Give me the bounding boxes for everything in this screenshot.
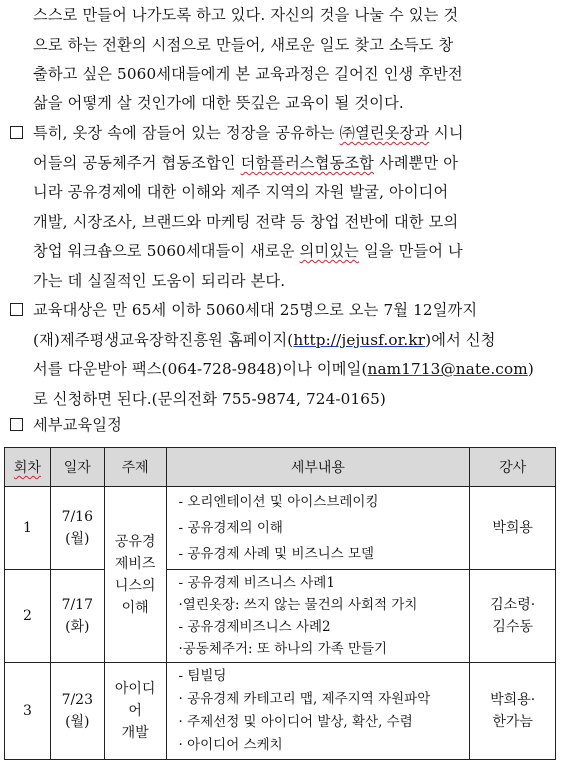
session-date (50, 570, 104, 663)
session-details (166, 487, 470, 570)
session-number: 2 (5, 570, 51, 663)
topic-text: 니스의 (114, 577, 156, 594)
weekday-text: (화) (65, 619, 90, 635)
bullet-line: 개발, 시장조사, 브랜드와 마케팅 전략 등 창업 전반에 대한 모의 (33, 213, 459, 231)
instructor-cell (470, 570, 556, 663)
text-span: 시니 (429, 124, 464, 142)
session-date (50, 663, 104, 760)
text-span: 창업 워크숍으로 5060세대들이 새로운 (33, 242, 300, 260)
topic-text: 이해 (121, 599, 149, 616)
checkbox-square-icon (10, 126, 23, 139)
topic-text: 개발 (121, 725, 149, 741)
bullet-line (33, 358, 534, 379)
session-details (166, 663, 470, 760)
detail-item: ·공동체주거: 또 하나의 가족 만들기 (178, 641, 388, 657)
spell-flagged-word: 의미있는 (299, 242, 359, 260)
instructor-cell (470, 487, 556, 570)
detail-item: - 공유경제비즈니스 사례2 (178, 619, 331, 635)
bullet-line: 가는 데 실질적인 도움이 되리라 본다. (33, 272, 286, 290)
detail-item: - 공유경제 사례 및 비즈니스 모델 (178, 546, 375, 562)
org-name: ㈜열린옷장과 (339, 124, 430, 142)
heading-text: 세부교육일정 (33, 416, 122, 434)
detail-item: - 팀빌딩 (178, 668, 227, 684)
weekday-text: (월) (65, 531, 90, 547)
instructor-cell (470, 663, 556, 760)
detail-item: - 오리엔테이션 및 아이스브레이킹 (178, 494, 379, 510)
instructor-name: 박희용 (492, 520, 533, 536)
table-header-row (5, 448, 556, 487)
bullet-line (33, 152, 458, 173)
bullet-line (33, 329, 496, 350)
bullet-paragraph-1 (10, 122, 464, 143)
date-text: 7/16 (61, 509, 94, 525)
instructor-name: 김소령· (490, 597, 536, 613)
instructor-name: 김수동 (492, 619, 533, 635)
text-span: 어들의 공동체주거 협동조합인 (33, 154, 241, 172)
table-row (5, 487, 556, 570)
paragraph-line: 삶을 어떻게 살 것인가에 대한 뜻깊은 교육이 될 것이다. (33, 94, 404, 112)
bullet-line (33, 240, 463, 261)
topic-text: 아이디 (114, 681, 156, 697)
detail-item: · 아이디어 스케치 (178, 737, 283, 753)
header-cell: 주제 (104, 448, 166, 487)
text-span: 일을 만들어 나 (358, 242, 463, 260)
detail-item: - 공유경제 비즈니스 사례1 (178, 575, 335, 591)
session-date (50, 487, 104, 570)
text-span: 서를 다운받아 팩스(064-728-9848)이나 이메일( (33, 360, 368, 378)
header-cell: 일자 (50, 448, 104, 487)
detail-item: - 공유경제의 이해 (178, 520, 283, 536)
header-text: 회차 (13, 460, 41, 476)
text-span: ) (527, 360, 534, 378)
topic-cell (104, 487, 166, 663)
text-span: 사례뿐만 아 (374, 154, 459, 172)
text-span: 특히, 옷장 속에 잠들어 있는 정장을 공유하는 (33, 124, 340, 142)
checkbox-square-icon (10, 418, 23, 431)
detail-item: ·열린옷장: 쓰지 않는 물건의 사회적 가치 (178, 597, 418, 613)
email-link[interactable]: nam1713@nate.com (367, 360, 528, 378)
bullet-line: 니라 공유경제에 대한 이해와 제주 지역의 자원 발굴, 아이디어 (33, 183, 449, 201)
session-details (166, 570, 470, 663)
schedule-table (4, 447, 556, 760)
session-number: 3 (5, 663, 51, 760)
weekday-text: (월) (65, 714, 90, 730)
bullet-paragraph-2 (10, 299, 477, 320)
text-span: )에서 신청 (425, 331, 496, 349)
checkbox-square-icon (10, 303, 23, 316)
paragraph-line: 으로 하는 전환의 시점으로 만들어, 새로운 일도 찾고 소득도 창 (33, 36, 454, 54)
table-row (5, 570, 556, 663)
date-text: 7/17 (61, 597, 94, 613)
header-cell: 강사 (470, 448, 556, 487)
topic-text: 공유경 (114, 533, 156, 550)
paragraph-line: 출하고 싶은 5060세대들에게 본 교육과정은 길어진 인생 후반전 (33, 65, 463, 83)
paragraph-line: 스스로 만들어 나가도록 하고 있다. 자신의 것을 나눌 수 있는 것 (33, 6, 459, 24)
date-text: 7/23 (61, 692, 94, 708)
table-row (5, 663, 556, 760)
section-heading (10, 414, 122, 435)
bullet-line: 로 신청하면 된다.(문의전화 755-9874, 724-0165) (33, 390, 386, 408)
website-link[interactable]: http://jejusf.or.kr (293, 331, 426, 349)
session-number: 1 (5, 487, 51, 570)
topic-text: 어 (128, 703, 142, 719)
detail-item: · 주제선정 및 아이디어 발상, 확산, 수렴 (178, 714, 413, 730)
header-cell (5, 448, 51, 487)
text-span: 교육대상은 만 65세 이하 5060세대 25명으로 오는 7월 12일까지 (33, 301, 478, 319)
instructor-name: 박희용· (490, 692, 536, 708)
text-span: (재)제주평생교육장학진흥원 홈페이지( (33, 331, 294, 349)
topic-text: 제비즈 (114, 555, 156, 572)
detail-item: · 공유경제 카테고리 맵, 제주지역 자원파악 (178, 691, 431, 707)
header-cell: 세부내용 (166, 448, 470, 487)
instructor-name: 한가늠 (492, 714, 533, 730)
org-name: 더함플러스협동조합 (240, 154, 374, 172)
topic-cell (104, 663, 166, 760)
